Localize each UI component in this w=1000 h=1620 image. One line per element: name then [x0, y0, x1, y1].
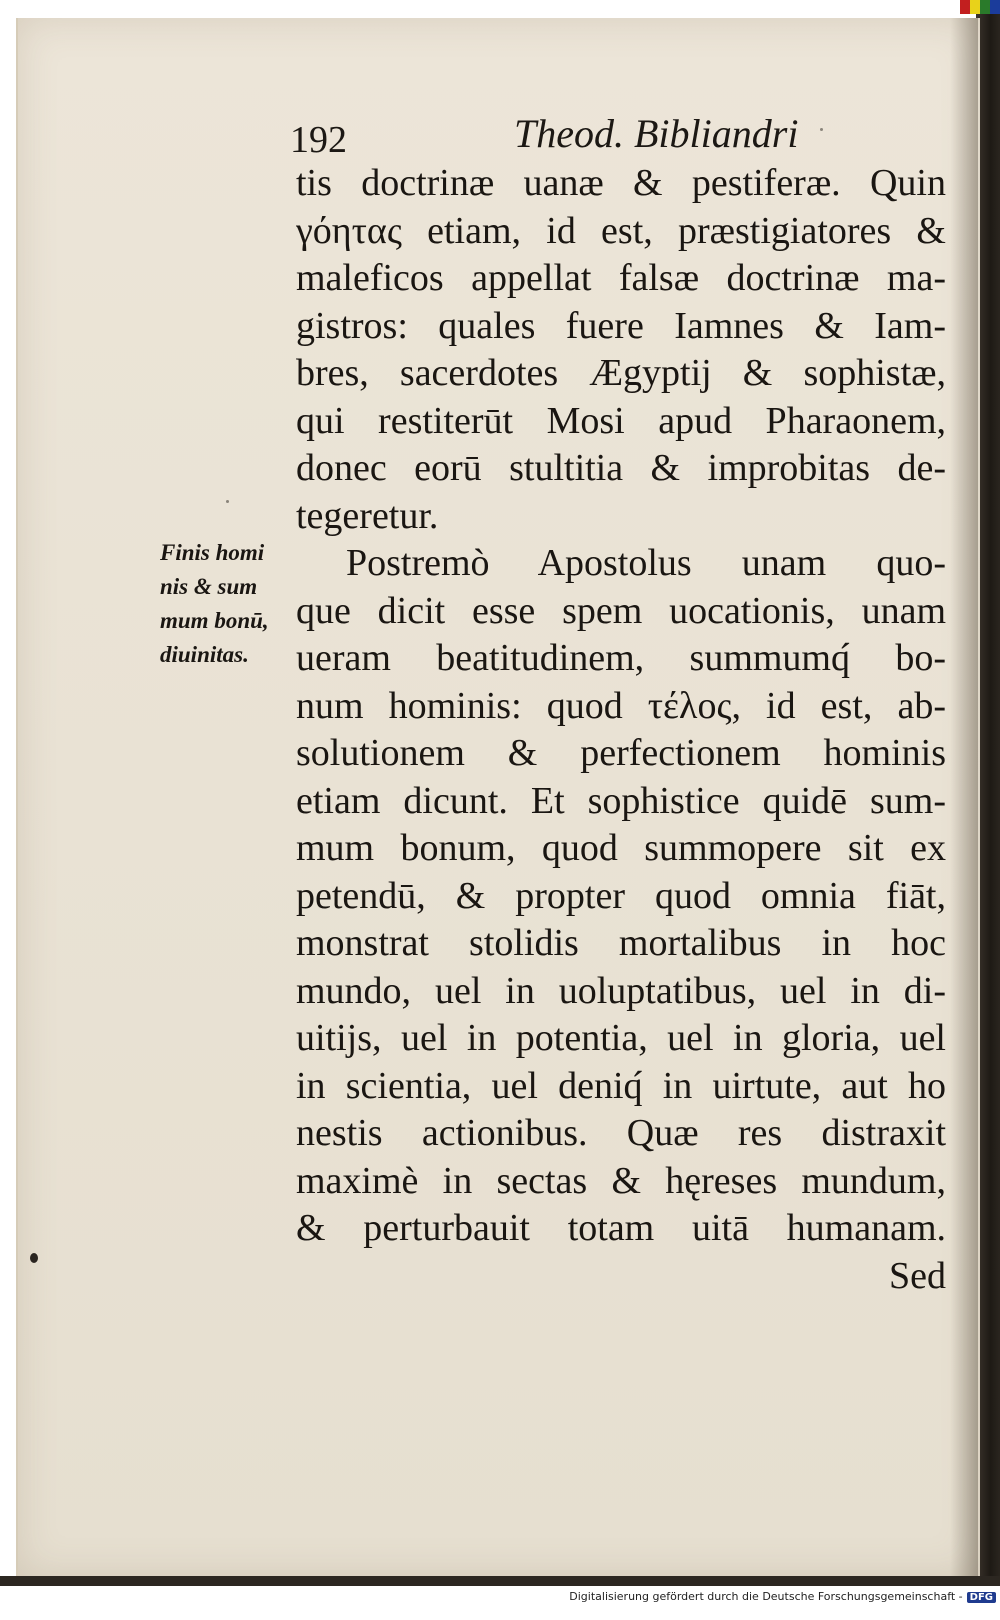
marginal-note	[160, 536, 290, 672]
text-line: num hominis: quod τέλος, id est, ab-	[296, 684, 946, 727]
text-line: donec eorū stultitia & improbitas de-	[296, 447, 946, 489]
text-line: maleficos appellat falsæ doctrinæ ma-	[296, 257, 946, 299]
text-line: tis doctrinæ uanæ & pestiferæ. Quin	[296, 162, 946, 204]
text-line: bres, sacerdotes Ægyptij & sophistæ,	[296, 352, 946, 394]
page-number: 192	[290, 119, 347, 161]
body-text-block	[296, 160, 946, 1300]
text-line: ueram beatitudinem, summumq́ bo-	[296, 637, 946, 679]
margin-note-line: Finis homi	[160, 540, 265, 565]
margin-note-line: mum bonū,	[160, 608, 269, 633]
text-line: γόητας etiam, id est, præstigiatores &	[296, 209, 946, 252]
text-line: mundo, uel in uoluptatibus, uel in di-	[296, 969, 946, 1012]
text-line: petendū, & propter quod omnia fiāt,	[296, 874, 946, 917]
text-line: & perturbauit totam uitā humanam.	[296, 1207, 946, 1249]
text-line: qui restiterūt Mosi apud Pharaonem,	[296, 399, 946, 442]
text-line: solutionem & perfectionem hominis	[296, 732, 946, 774]
scan-background-bottom	[0, 1576, 1000, 1586]
digitization-credit	[0, 1590, 996, 1616]
text-line: maximè in sectas & hęreses mundum,	[296, 1159, 946, 1202]
ink-speck	[226, 500, 229, 503]
text-line: tegeretur.	[296, 494, 439, 537]
ink-speck	[820, 128, 823, 131]
page-header	[290, 110, 820, 166]
credit-text: Digitalisierung gefördert durch die Deutsche Forschungsgemeinschaft -	[569, 1590, 963, 1603]
margin-note-line: nis & sum	[160, 574, 258, 599]
text-line: etiam dicunt. Et sophistice quidē sum-	[296, 779, 946, 822]
page-gutter-shadow	[950, 18, 978, 1576]
catchword: Sed	[889, 1254, 946, 1297]
dfg-logo: DFG	[967, 1592, 996, 1603]
text-line: uitijs, uel in potentia, uel in gloria, uel	[296, 1017, 946, 1059]
text-line: gistros: quales fuere Iamnes & Iam-	[296, 304, 946, 347]
ink-speck	[30, 1253, 38, 1263]
text-line: que dicit esse spem uocationis, unam	[296, 589, 946, 632]
text-line: monstrat stolidis mortalibus in hoc	[296, 922, 946, 964]
text-line: in scientia, uel deniq́ in uirtute, aut ho	[296, 1064, 946, 1107]
running-title: Theod. Bibliandri	[514, 111, 799, 156]
text-line: mum bonum, quod summopere sit ex	[296, 827, 946, 869]
paragraph-start-line: Postremò Apostolus unam quo-	[346, 542, 946, 584]
text-line: nestis actionibus. Quæ res distraxit	[296, 1112, 946, 1154]
margin-note-line: diuinitas.	[160, 642, 249, 667]
scan-color-calibration-bar	[960, 0, 1000, 14]
